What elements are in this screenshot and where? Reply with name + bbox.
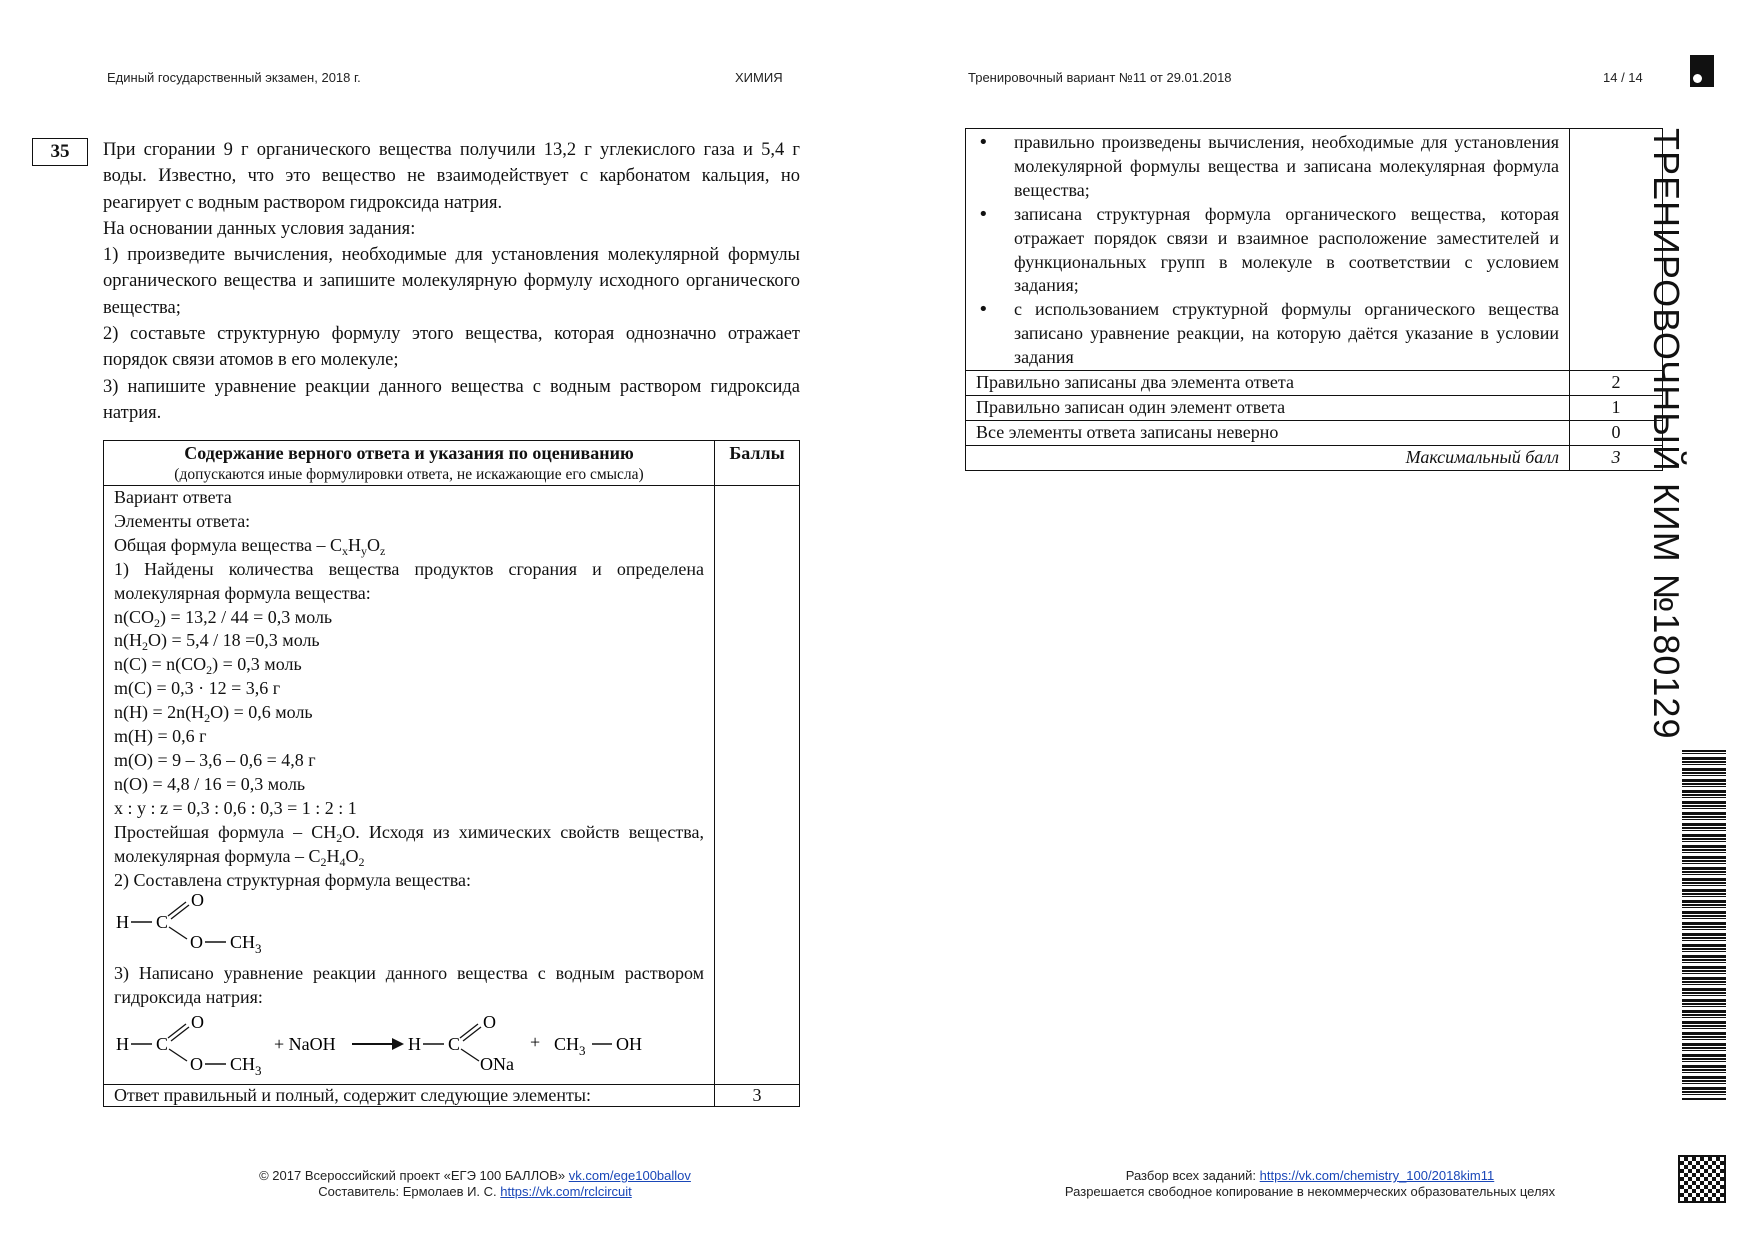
calc-line: n(O) = 4,8 / 16 = 0,3 моль: [114, 773, 306, 794]
atom-label: C: [156, 1034, 169, 1055]
bond: [169, 927, 187, 939]
atom-label: C: [448, 1034, 461, 1055]
calc-line: m(O) = 9 – 3,6 – 0,6 = 4,8 г: [114, 749, 316, 770]
footer-license: Разрешается свободное копирование в некоммерческих образовательных целях: [1064, 1184, 1556, 1199]
exam-header: Единый государственный экзамен, 2018 г.: [107, 70, 361, 85]
score-row-label: Правильно записаны два элемента ответа: [966, 371, 1570, 396]
bond: [169, 1049, 187, 1061]
answer-table: [103, 440, 800, 1107]
simplest-formula-line: Простейшая формула – $CH_2O$. Исходя из химических свойств вещества, молекулярная формула – $C_2H_4O_2$: [114, 821, 704, 869]
task-paragraph: 2) составьте структурную формулу этого вещества, которая однозначно отражает порядок связи атомов в его молекуле;: [103, 324, 800, 371]
atom-label: O: [190, 932, 203, 953]
task-paragraph: На основании данных условия задания:: [103, 218, 416, 239]
criteria-cell: [966, 129, 1570, 371]
atom-label: H: [116, 912, 129, 933]
atom-label: $CH_3$: [230, 932, 262, 957]
variant-header: Тренировочный вариант №11 от 29.01.2018: [968, 70, 1232, 85]
points-header: Баллы: [715, 441, 800, 486]
plus-sign: +: [530, 1032, 541, 1053]
criteria-table: [965, 128, 1663, 471]
task-paragraph: 3) напишите уравнение реакции данного вещества с водным раствором гидроксида натрия.: [103, 376, 800, 423]
footer-left: [150, 1168, 800, 1200]
barcode-icon: [1682, 750, 1726, 1100]
criteria-item: • правильно произведены вычисления, необходимые для установления молекулярной формулы вещества и записана молекулярная формула вещества;: [1014, 131, 1559, 203]
answer-header-cell: [104, 441, 715, 486]
score-row-label: Правильно записан один элемент ответа: [966, 395, 1570, 420]
full-answer-row: Ответ правильный и полный, содержит следующие элементы:: [104, 1085, 715, 1107]
atom-label: H: [408, 1034, 421, 1055]
task-paragraph: 1) произведите вычисления, необходимые для установления молекулярной формулы органического вещества и запишите молекулярную формулу исходного органического вещества;: [103, 245, 800, 318]
step-3-title: 3) Написано уравнение реакции данного вещества с водным раствором гидроксида натрия:: [114, 963, 704, 1008]
corner-marker-icon: [1690, 55, 1714, 87]
atom-label: H: [116, 1034, 129, 1055]
answer-body-cell: [104, 486, 715, 1085]
calc-line: $n(H_2O) = 5,4 / 18 =0,3$ моль: [114, 630, 320, 654]
score-row-points: 2: [1570, 371, 1663, 396]
full-answer-points: 3: [715, 1085, 800, 1107]
atom-label: C: [156, 912, 169, 933]
step-1-title: 1) Найдены количества вещества продуктов сгорания и определена молекулярная формула вещества:: [114, 558, 704, 603]
reaction-arrow-head-icon: [392, 1038, 404, 1050]
task-paragraph: При сгорании 9 г органического вещества получили 13,2 г углекислого газа и 5,4 г воды. Известно, что это вещество не взаимодействует с карбонатом кальция, но реагирует с водным раствором гидроксида натрия.: [103, 140, 800, 213]
answer-header-title: Содержание верного ответа и указания по оцениванию: [184, 443, 634, 463]
step-2-title: 2) Составлена структурная формула вещества:: [114, 869, 471, 890]
footer-copyright: © 2017 Всероссийский проект «ЕГЭ 100 БАЛЛОВ»: [259, 1168, 566, 1183]
atom-label: $CH_3$: [554, 1034, 586, 1059]
max-score-points: 3: [1570, 445, 1663, 470]
atom-label: ONa: [480, 1054, 514, 1075]
reagent-naoh: + NaOH: [274, 1034, 336, 1055]
calc-line: $n(CO_2) = 13,2 / 44 = 0,3$ моль: [114, 606, 333, 630]
atom-label: O: [483, 1012, 496, 1033]
footer-author: Составитель: Ермолаев И. С.: [318, 1184, 497, 1199]
score-row-points: 0: [1570, 420, 1663, 445]
subject-header: ХИМИЯ: [735, 70, 783, 85]
footer-author-link[interactable]: https://vk.com/rclcircuit: [500, 1184, 632, 1199]
atom-label: O: [191, 1012, 204, 1033]
answer-points-cell: [715, 486, 800, 1085]
calc-line: m(C) = 0,3 · 12 = 3,6 г: [114, 678, 281, 699]
calc-line: $n(C) = n(CO_2) = 0,3$ моль: [114, 654, 302, 678]
criteria-item: • записана структурная формула органического вещества, которая отражает порядок связи и взаимное расположение заместителей и функциональных групп в молекуле в соответствии с условием задания;: [1014, 203, 1559, 299]
max-score-label: Максимальный балл: [966, 445, 1570, 470]
calc-line: $n(H) = 2n(H_2O) = 0,6$ моль: [114, 702, 313, 726]
atom-label: OH: [616, 1034, 642, 1055]
atom-label: O: [190, 1054, 203, 1075]
footer-right: [990, 1168, 1630, 1200]
atom-label: O: [191, 894, 204, 911]
page-number: 14 / 14: [1603, 70, 1643, 85]
footer-vk-link[interactable]: vk.com/ege100ballov: [568, 1168, 691, 1183]
answer-variant-label: Вариант ответа: [114, 487, 232, 507]
score-row-points: 1: [1570, 395, 1663, 420]
task-text: [103, 137, 800, 426]
answer-header-subtitle: (допускаются иные формулировки ответа, не искажающие его смысла): [174, 466, 644, 483]
reaction-equation: [114, 1012, 704, 1082]
task-number: 35: [32, 138, 88, 166]
calc-line: m(H) = 0,6 г: [114, 726, 207, 747]
footer-analysis-link[interactable]: https://vk.com/chemistry_100/2018kim11: [1259, 1168, 1495, 1183]
atom-label: $CH_3$: [230, 1054, 262, 1079]
side-title: ТРЕНИРОВОЧНЫЙ КИМ №180129: [1646, 128, 1687, 740]
bond: [461, 1049, 479, 1061]
qr-code-icon: [1678, 1155, 1726, 1203]
answer-elements-label: Элементы ответа:: [114, 510, 251, 531]
general-formula: Общая формула вещества – $C_xH_yO_z$: [114, 534, 386, 558]
criteria-points-cell: [1570, 129, 1663, 371]
structural-formula: [114, 894, 284, 960]
criteria-list: [976, 131, 1559, 370]
criteria-item: • с использованием структурной формулы органического вещества записано уравнение реакции, на которую даётся указание в условии задания: [1014, 298, 1559, 370]
score-row-label: Все элементы ответа записаны неверно: [966, 420, 1570, 445]
footer-analysis-label: Разбор всех заданий:: [1125, 1168, 1257, 1183]
calc-line: x : y : z = 0,3 : 0,6 : 0,3 = 1 : 2 : 1: [114, 797, 357, 818]
